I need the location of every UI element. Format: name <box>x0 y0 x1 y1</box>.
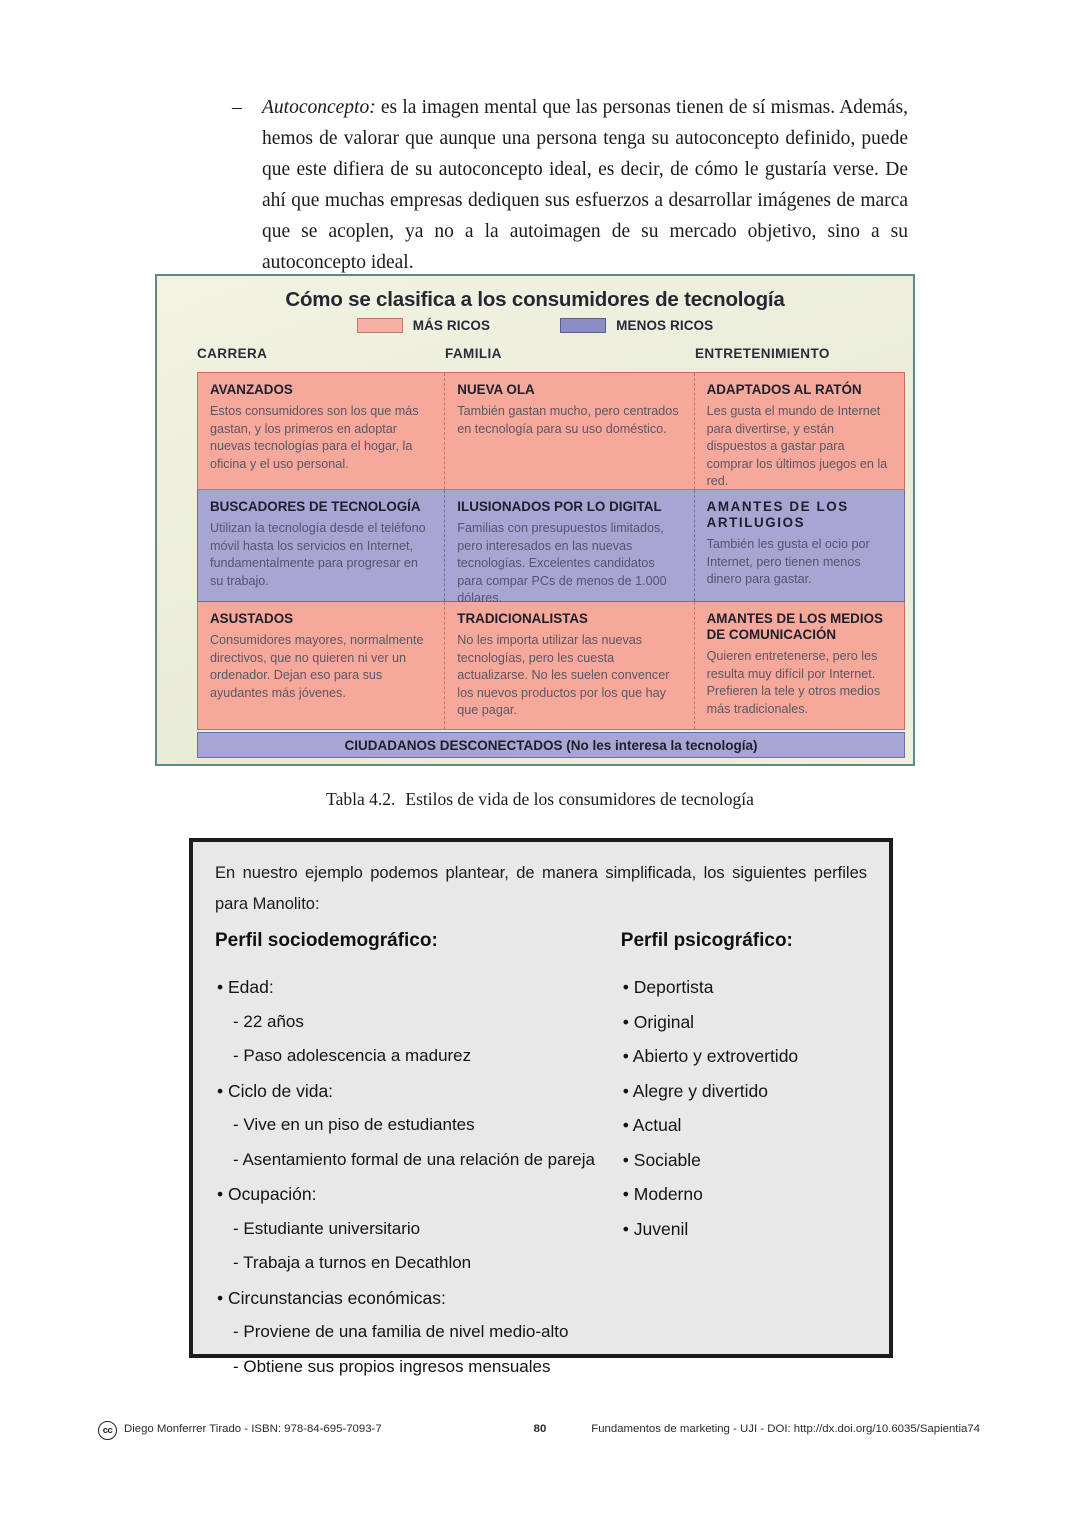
cell-title: BUSCADORES DE TECNOLOGÍA <box>210 499 421 514</box>
list-item: - Estudiante universitario <box>233 1218 421 1238</box>
table-cell <box>695 490 904 601</box>
list-item: - Paso adolescencia a madurez <box>233 1046 472 1065</box>
column-header-carrera: CARRERA <box>197 346 268 361</box>
footer-author-isbn: Diego Monferrer Tirado - ISBN: 978-84-695-7093-7 <box>124 1423 382 1435</box>
list-item: • Actual <box>622 1115 682 1135</box>
figure-canvas <box>157 276 913 764</box>
profile-column-sociodemographic <box>215 930 621 1384</box>
cell-title: TRADICIONALISTAS <box>457 611 588 626</box>
list-item: - Trabaja a turnos en Decathlon <box>233 1253 472 1272</box>
table-cell <box>198 373 445 489</box>
column-header-familia: FAMILIA <box>445 346 502 361</box>
cell-title: ILUSIONADOS POR LO DIGITAL <box>457 499 662 514</box>
cell-body: Familias con presupuestos limitados, pero interesados en las nuevas tecnologías. Excelentes candidatos para compar PCs de menos de 1.000 dólares. <box>457 521 667 605</box>
table-cell <box>445 490 694 605</box>
figure-grid <box>197 372 905 730</box>
page-footer <box>0 1420 1080 1450</box>
profile-column-psychographic <box>621 930 867 1384</box>
cell-body: No les importa utilizar las nuevas tecnologías, pero les cuesta actualizarse. No les suelen convencer los nuevos productos por los que hay que pagar. <box>457 633 670 717</box>
cell-body: Les gusta el mundo de Internet para divertirse, y están dispuestos a gastar para comprar los últimos juegos en la red. <box>706 404 888 488</box>
cell-title: NUEVA OLA <box>457 382 535 397</box>
page-number: 80 <box>533 1423 547 1435</box>
cell-body: También gastan mucho, pero centrados en tecnología para su uso doméstico. <box>457 404 679 436</box>
list-item: - Vive en un piso de estudiantes <box>233 1115 475 1134</box>
table-row <box>197 372 905 490</box>
caption-text: Estilos de vida de los consumidores de tecnología <box>405 789 754 809</box>
legend-label-menos-ricos: MENOS RICOS <box>616 318 714 333</box>
intro-term: Autoconcepto: <box>262 97 376 118</box>
footer-doi: Fundamentos de marketing - UJI - DOI: http://dx.doi.org/10.6035/Sapientia74 <box>591 1423 980 1435</box>
table-cell <box>695 602 904 729</box>
list-item: - Asentamiento formal de una relación de pareja <box>233 1149 595 1169</box>
cell-title: ADAPTADOS AL RATÓN <box>706 382 862 397</box>
intro-paragraph <box>232 92 908 278</box>
cell-body: También les gusta el ocio por Internet, pero tienen menos dinero para gastar. <box>706 537 870 586</box>
table-row <box>197 490 905 605</box>
list-item: • Ocupación: <box>217 1184 317 1204</box>
table-caption <box>0 789 1080 810</box>
profile-heading-psychographic: Perfil psicográfico: <box>620 930 793 951</box>
caption-number: Tabla 4.2. <box>326 789 396 809</box>
cell-title: AVANZADOS <box>210 382 293 397</box>
list-item: • Moderno <box>622 1184 703 1204</box>
profiles-columns <box>215 930 867 1384</box>
intro-row <box>232 92 908 278</box>
figure-column-headers <box>197 346 903 370</box>
profile-heading-sociodemographic: Perfil sociodemográfico: <box>215 930 438 951</box>
legend-item-mas-ricos <box>357 318 490 333</box>
legend-label-mas-ricos: MÁS RICOS <box>412 318 491 333</box>
list-item: • Abierto y extrovertido <box>622 1046 799 1066</box>
list-item: • Original <box>622 1011 695 1032</box>
bullet-dash: – <box>232 97 242 118</box>
creative-commons-icon: cc <box>98 1421 117 1440</box>
table-cell <box>695 373 904 489</box>
cell-title: AMANTES DE LOS MEDIOS DE COMUNICACIÓN <box>706 611 883 642</box>
figure-consumer-classification <box>155 274 915 766</box>
table-cell <box>198 490 445 601</box>
list-item: • Juvenil <box>622 1218 689 1239</box>
list-item: • Edad: <box>217 977 274 997</box>
list-item: • Deportista <box>622 977 714 997</box>
list-item: • Sociable <box>622 1149 701 1170</box>
intro-body: es la imagen mental que las personas tienen de sí mismas. Además, hemos de valorar que aunque una persona tenga su autoconcepto definido, puede que este difiera de su autoconcepto ideal, es decir, de cómo le gustaría verse. De ahí que muchas empresas dediquen sus esfuerzos a desarrollar imágenes de marca que se acoplen, ya no a la autoimagen de su mercado objetivo, sino a su autoconcepto ideal. <box>262 97 908 273</box>
list-item: • Circunstancias económicas: <box>217 1287 446 1308</box>
table-row <box>197 602 905 730</box>
cell-title: ASUSTADOS <box>210 611 294 626</box>
legend-swatch-blue <box>560 318 606 333</box>
table-cell <box>198 602 445 729</box>
cell-body: Estos consumidores son los que más gastan, y los primeros en adoptar nuevas tecnologías para el hogar, la oficina y el uso personal. <box>210 404 419 471</box>
example-box <box>189 838 893 1376</box>
list-item: - 22 años <box>233 1011 304 1031</box>
figure-legend <box>157 318 913 333</box>
legend-item-menos-ricos <box>560 318 713 333</box>
figure-bottom-banner: CIUDADANOS DESCONECTADOS (No les interesa la tecnología) <box>197 732 905 758</box>
list-item: • Ciclo de vida: <box>217 1080 334 1101</box>
table-cell <box>445 602 694 729</box>
cell-body: Consumidores mayores, normalmente directivos, que no quieren ni ver un ordenador. Dejan eso para sus ayudantes más jóvenes. <box>210 633 424 700</box>
list-item: - Proviene de una familia de nivel medio-alto <box>233 1322 569 1341</box>
list-item: - Obtiene sus propios ingresos mensuales <box>233 1356 551 1376</box>
cell-title: AMANTES DE LOS ARTILUGIOS <box>706 499 849 530</box>
table-cell <box>445 373 694 489</box>
cell-body: Quieren entretenerse, pero les resulta muy difícil por Internet. Prefieren la tele y otros medios más tradicionales. <box>706 649 881 716</box>
intro-text <box>262 92 908 278</box>
cell-body: Utilizan la tecnología desde el teléfono móvil hasta los servicios en Internet, fundamentalmente para progresar en su trabajo. <box>210 521 426 588</box>
list-item: • Alegre y divertido <box>622 1080 769 1101</box>
figure-title: Cómo se clasifica a los consumidores de tecnología <box>285 288 785 311</box>
column-header-entretenimiento: ENTRETENIMIENTO <box>695 346 830 361</box>
example-intro-text: En nuestro ejemplo podemos plantear, de manera simplificada, los siguientes perfiles para Manolito: <box>215 864 867 913</box>
legend-swatch-pink <box>357 318 403 333</box>
